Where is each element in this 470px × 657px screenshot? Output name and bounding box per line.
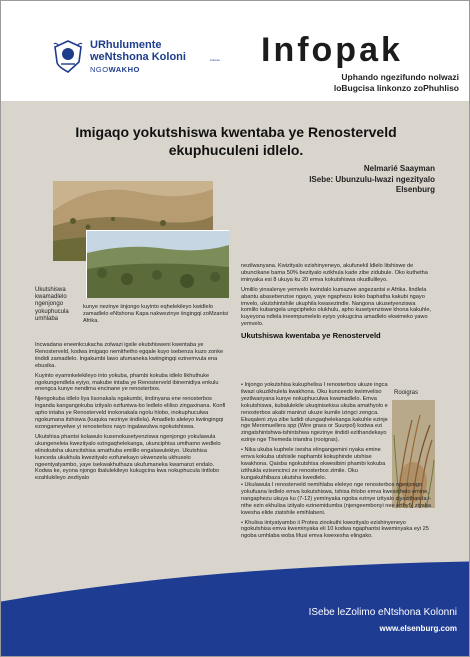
renosterveld-photo	[86, 230, 229, 298]
paragraph-2: Incwadana eneenkcukacha zolwazi igxile ekutshisweni kwentaba ye Renosterveld, kodwa imigaqo nemithetho egqale kuyo isebenza kuzo zonke iindidi zamadlelo. Ingakumbi lawo afumaneka kwiingingqi ezinemvula ena ebusika.	[35, 342, 224, 369]
department-line-1: ISebe: Ubunzulu-lwazi ngezityalo	[309, 174, 435, 184]
tagline-line-2: loBugcisa linkonzo zoPhuhliso	[333, 82, 459, 93]
paragraph-3: Kuyinto eyamnkelekileyo into yokuba, phambi kokuba idlelo likhuthuke ngokungendlela eyiyo, makube intaba ye Renosterveld ibinemidiya enkulu enengca kunye nendima encinane ye renosterbos.	[35, 372, 219, 393]
header	[1, 1, 469, 101]
section-heading: Ukutshiswa kwentaba ye Renosterveld	[241, 331, 381, 341]
article-title: Imigaqo yokutshiswa kwentaba ye Renosterveld ekuphuculeni idlelo.	[75, 124, 397, 158]
logo-line-3-prefix: NGO	[90, 65, 109, 74]
author-block	[309, 164, 435, 196]
logo-line-3	[90, 65, 140, 74]
tagline	[334, 72, 459, 93]
bullet-1: • Injongo yokutshisa kukuphelisa I renosterbos ukuze ingca ilwazi ukuzikhulela kwakhona. Oku kunceedo kwimveliso yezilwanyana kunye nokuphuculwa kwamadlelo. Emva kokutshiswa, kubalulekile ukuqinisekisa ukuba amathyolo e renosterbos akabi maninzi ukuze kumile izingci zengca. Ekuqaleni ziya zibe ludidi olungaqhelekanga kakuhle ezinje nge Merxmuellera spp (Wire grass or Suurpol) kodwa ezi zingatshintshwa-tshintshwa ngezinye iindidi ezithandekayo ezinje nge Themeda triandra (rooigras).	[241, 382, 388, 444]
rooigras-caption: Rooigras	[394, 390, 419, 396]
author-name: Nelmarié Saayman	[363, 164, 435, 173]
bullet-4: • Khulisa iintyatyambo ii Protea zinokuthi kwezityalo ezishinyeneyo ngokutshisa emva kweminyaka eli 10 kodwa ngaphantsi kweminyaka eyi 25 ngoba umhlaba woba lifusi emva kwexesha elingako.	[241, 519, 429, 540]
paragraph-5: Ukutshisa phantsi kolawulo kusenokusetyenziswa ngenjongo yokulawula ukungeneleia kwezityalo ezingaqhelekanga, ukunciphisa umthamo wedlelo elinokutsha ukuncitshisa amathuba emililo engalawulekiyo. Ukutshisa kunceda ukukhula kwezityalo ezifunekayo ukwenzela ukhuselo ngeentyatyambo, yaye isekwakhuthaza ukufumaneka kwamanzi endalo. Kodwa ke, eyona njongo ibalulekileyo kukugcina kwa nokuphucula iintlobo ezahlukileyo zezityalo	[35, 433, 221, 482]
logo-line-2: weNtshona Koloni	[90, 51, 186, 63]
paragraph-4: Njengokuba idlelo liya lisonakala ngakumbi, iindinyana ene renosterbos inganda kangangokuba izityalo ezifuniwa-bo ledlelo eliliso zingaxinana. Konfl apho intaba ye Renosterveld inokonakala ngolu hlobo, inokuphuculwa ngokumana itshiswa (kuquka nezinye iindlela). Amadlelo aleleyo kwiingingqi ezongameyelwe yi renosterbos nayo ingalawulwa ngokutshiswa.	[35, 396, 226, 430]
tagline-line-1: Uphando ngezifundo nolwazi	[341, 72, 459, 82]
footer-department: ISebe leZolimo eNtshona Kolonni	[308, 607, 457, 618]
column-right-middle	[241, 382, 389, 485]
bullet-2: • Nika ukuba kuphele ixesha elingangemini nyaka emine emva kokuba utshisile naphambi kokuphinde utshise kwakhona. Qaisba ngokutshisa okwesibini phambi kokuba izithukla ezisencinci ze renosterbos zimile. Oku kungakuthibaza ukutsha kwedlelo.	[241, 447, 386, 481]
column-left-top	[83, 304, 229, 328]
column-right-bottom	[241, 482, 433, 543]
brand-title: Infopak	[261, 31, 403, 69]
photo-caption: Ukutshiswa kwamadlelo ngenjongo yokuphucula umhlaba	[35, 287, 69, 322]
bullet-3: • Ukulawula I renosterveld nemihlaba eleleyo nge renosterbos ngenjongo yokufuana ledlelo emva kokutshiswa, tshisa ihlobo emva kwesiqhelo emine, nangaphezu ukuya ku (7-12) yeminyaka ngoba ezinye izityalo ziyazithanda i-nthe ezin ekhulisa izityalo ezinemidumba (njengeembonyi nee erthyl), ziyaba kwesha elide ziatshile emihlabeni.	[241, 482, 432, 516]
coat-of-arms-icon	[50, 38, 86, 74]
government-logo	[50, 38, 221, 80]
department-line-2: Elsenburg	[395, 185, 435, 194]
logo-line-3-bold: WAKHO	[108, 65, 140, 74]
paragraph-6: nezilwanyana. Kwizityalo ezishinyeneyo, akufunekil ldlelo litshiswe de ubuncikane bama 50% bezityalo ezikhula kade zibe zidubule. Oko kuthetha iminyaka esi 8 ukuya ku 20 emva kokutshiswa okudlulileyo.	[241, 263, 428, 283]
column-left	[35, 342, 229, 485]
paragraph-7: Umililo yinxalenye yemvelo kwindalo kumazwe angezantsi e Afrika. Iindlela abantu abasebenzise ngayo, yaye ngaphezu koko baphatha kakubi ngayo imvelo, ukutshintshile ukuphila kwasezindle. Nangona ukusetyenziswa komlilo kubangela ungcipheko olukhulu, apho kusetyenziswe khona kakuhle, kuyeyona ndlela ineempumelelo eyiyo yokugcina amadlelo ekwimeko yawo yemvelo.	[241, 286, 432, 328]
logo-line-1: URhulumente	[90, 39, 162, 51]
footer-website-link[interactable]: www.elsenburg.com	[379, 624, 457, 633]
column-right-top	[241, 263, 433, 342]
paragraph-1: kunye nezinye iinjongo kuyinto eqhelekileyo kwidlelo zamadlelo eNtshona Kapa nakwezinye iingingqi zoMzantsi Afrika.	[83, 304, 229, 324]
logo-line-2-sub: Kolonie	[210, 58, 221, 62]
